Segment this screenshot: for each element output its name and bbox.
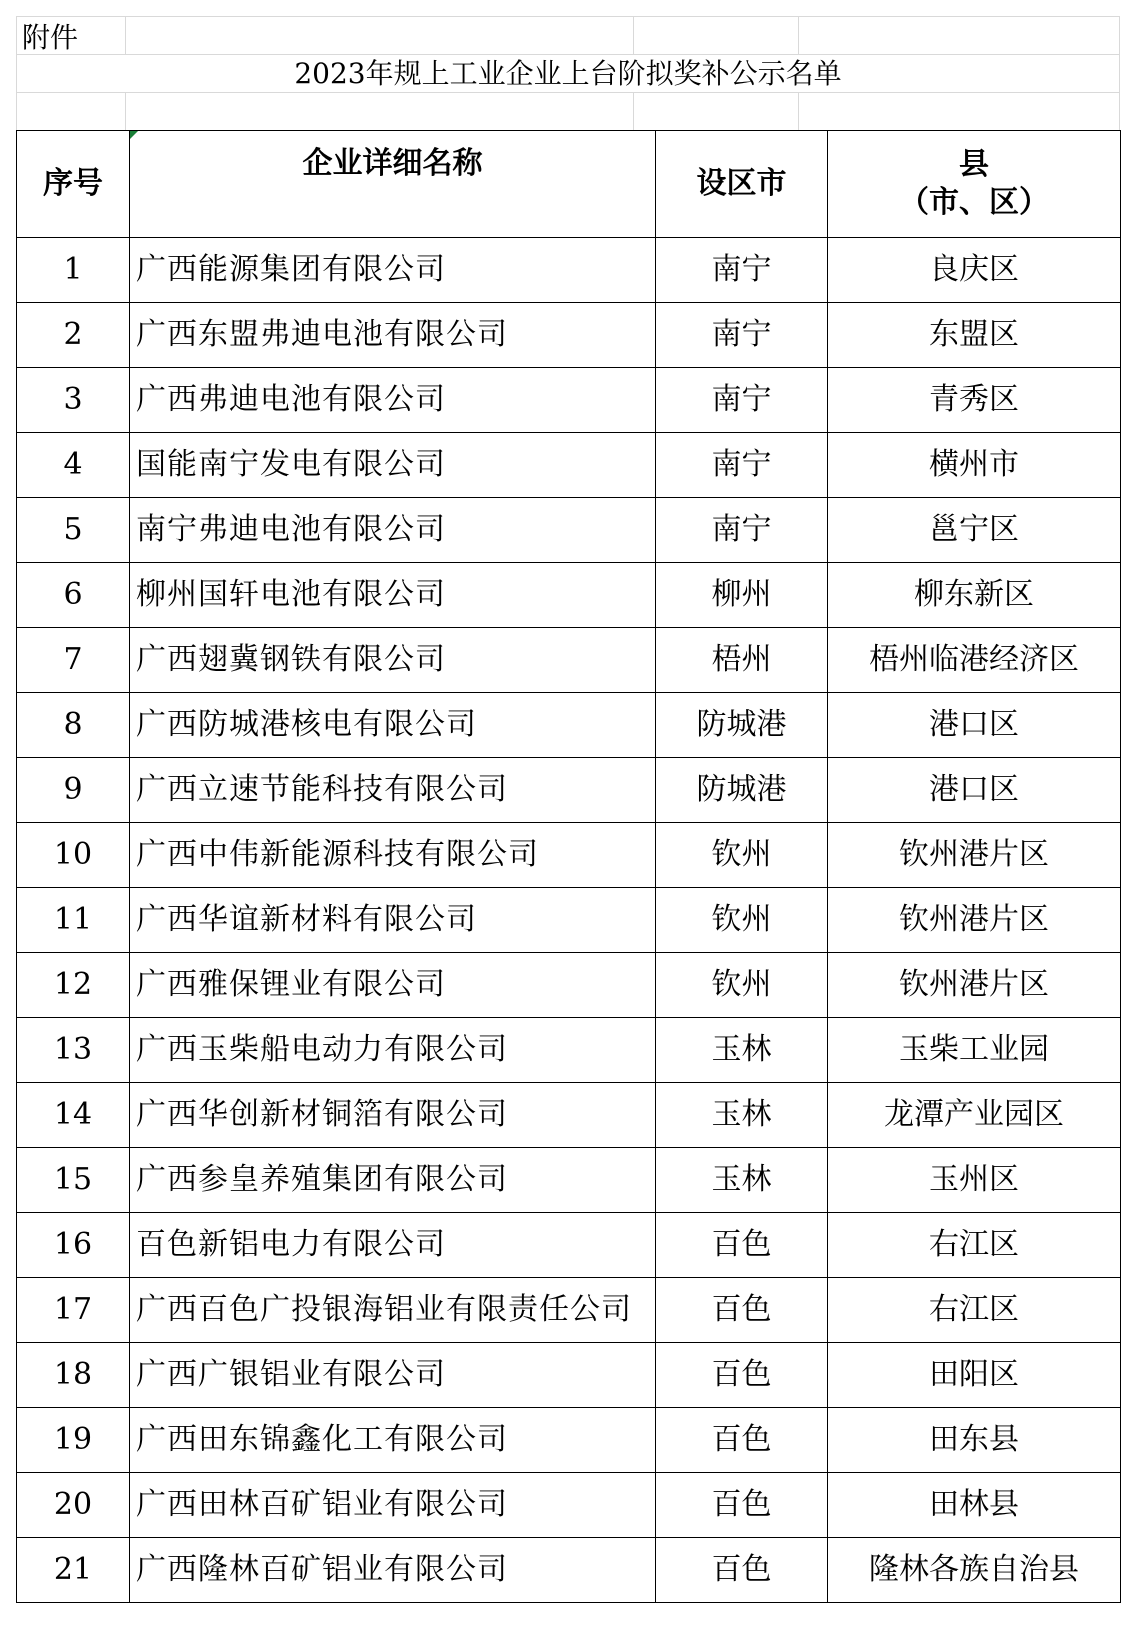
serial-number-cell: 14 (17, 1083, 130, 1148)
enterprise-name-cell: 广西翅冀钢铁有限公司 (130, 628, 656, 693)
serial-number-cell: 1 (17, 238, 130, 303)
enterprise-name-cell: 广西玉柴船电动力有限公司 (130, 1018, 656, 1083)
enterprise-name-cell: 百色新铝电力有限公司 (130, 1213, 656, 1278)
city-cell: 百色 (656, 1473, 828, 1538)
serial-number-cell: 17 (17, 1278, 130, 1343)
city-cell: 南宁 (656, 433, 828, 498)
city-cell: 钦州 (656, 888, 828, 953)
table-row (17, 433, 1121, 498)
city-cell: 南宁 (656, 238, 828, 303)
table-row (17, 953, 1121, 1018)
enterprise-name-cell: 广西田林百矿铝业有限公司 (130, 1473, 656, 1538)
table-row (17, 1083, 1121, 1148)
city-cell: 防城港 (656, 758, 828, 823)
table-row (17, 758, 1121, 823)
table-header-row (17, 131, 1121, 238)
enterprise-name-cell: 广西雅保锂业有限公司 (130, 953, 656, 1018)
serial-number-cell: 9 (17, 758, 130, 823)
county-cell: 田林县 (828, 1473, 1121, 1538)
city-cell: 钦州 (656, 823, 828, 888)
table-row (17, 1538, 1121, 1603)
city-cell: 南宁 (656, 498, 828, 563)
city-cell: 百色 (656, 1343, 828, 1408)
county-cell: 良庆区 (828, 238, 1121, 303)
county-cell: 田阳区 (828, 1343, 1121, 1408)
enterprise-name-cell: 广西东盟弗迪电池有限公司 (130, 303, 656, 368)
enterprise-name-cell: 南宁弗迪电池有限公司 (130, 498, 656, 563)
county-cell: 田东县 (828, 1408, 1121, 1473)
county-cell: 东盟区 (828, 303, 1121, 368)
city-cell: 百色 (656, 1278, 828, 1343)
city-cell: 玉林 (656, 1083, 828, 1148)
enterprise-table (16, 130, 1121, 1603)
enterprise-name-cell: 广西中伟新能源科技有限公司 (130, 823, 656, 888)
county-cell: 玉州区 (828, 1148, 1121, 1213)
table-row (17, 823, 1121, 888)
serial-number-cell: 16 (17, 1213, 130, 1278)
enterprise-name-cell: 广西隆林百矿铝业有限公司 (130, 1538, 656, 1603)
county-cell: 钦州港片区 (828, 953, 1121, 1018)
serial-number-cell: 5 (17, 498, 130, 563)
table-row (17, 1408, 1121, 1473)
table-row (17, 303, 1121, 368)
enterprise-name-cell: 广西田东锦鑫化工有限公司 (130, 1408, 656, 1473)
city-cell: 玉林 (656, 1018, 828, 1083)
serial-number-cell: 2 (17, 303, 130, 368)
serial-number-cell: 12 (17, 953, 130, 1018)
city-cell: 南宁 (656, 368, 828, 433)
county-cell: 钦州港片区 (828, 888, 1121, 953)
table-body (17, 238, 1121, 1603)
city-cell: 百色 (656, 1408, 828, 1473)
serial-number-cell: 21 (17, 1538, 130, 1603)
enterprise-name-cell: 广西华创新材铜箔有限公司 (130, 1083, 656, 1148)
table-row (17, 1018, 1121, 1083)
table-row (17, 628, 1121, 693)
county-cell: 右江区 (828, 1278, 1121, 1343)
enterprise-name-cell: 广西百色广投银海铝业有限责任公司 (130, 1278, 656, 1343)
county-cell: 柳东新区 (828, 563, 1121, 628)
table-row (17, 1343, 1121, 1408)
header-county-line2: （市、区） (899, 185, 1049, 220)
table-row (17, 563, 1121, 628)
city-cell: 梧州 (656, 628, 828, 693)
county-cell: 港口区 (828, 758, 1121, 823)
city-cell: 防城港 (656, 693, 828, 758)
header-county (828, 131, 1121, 238)
table-row (17, 368, 1121, 433)
county-cell: 右江区 (828, 1213, 1121, 1278)
city-cell: 百色 (656, 1213, 828, 1278)
table-row (17, 498, 1121, 563)
county-cell: 龙潭产业园区 (828, 1083, 1121, 1148)
annex-label: 附件 (22, 21, 79, 54)
serial-number-cell: 11 (17, 888, 130, 953)
table-row (17, 693, 1121, 758)
enterprise-name-cell: 广西防城港核电有限公司 (130, 693, 656, 758)
enterprise-name-cell: 广西弗迪电池有限公司 (130, 368, 656, 433)
county-cell: 隆林各族自治县 (828, 1538, 1121, 1603)
county-cell: 青秀区 (828, 368, 1121, 433)
serial-number-cell: 7 (17, 628, 130, 693)
county-cell: 钦州港片区 (828, 823, 1121, 888)
enterprise-name-cell: 广西广银铝业有限公司 (130, 1343, 656, 1408)
serial-number-cell: 4 (17, 433, 130, 498)
serial-number-cell: 8 (17, 693, 130, 758)
county-cell: 港口区 (828, 693, 1121, 758)
enterprise-name-cell: 广西立速节能科技有限公司 (130, 758, 656, 823)
county-cell: 梧州临港经济区 (828, 628, 1121, 693)
cell-comment-marker (130, 131, 138, 139)
enterprise-name-cell: 柳州国轩电池有限公司 (130, 563, 656, 628)
serial-number-cell: 19 (17, 1408, 130, 1473)
table-row (17, 1473, 1121, 1538)
header-enterprise-name (130, 131, 656, 238)
city-cell: 南宁 (656, 303, 828, 368)
serial-number-cell: 3 (17, 368, 130, 433)
serial-number-cell: 6 (17, 563, 130, 628)
enterprise-name-cell: 广西华谊新材料有限公司 (130, 888, 656, 953)
enterprise-name-cell: 广西能源集团有限公司 (130, 238, 656, 303)
table-row (17, 1213, 1121, 1278)
city-cell: 百色 (656, 1538, 828, 1603)
header-enterprise-name-text: 企业详细名称 (302, 146, 483, 181)
serial-number-cell: 13 (17, 1018, 130, 1083)
city-cell: 玉林 (656, 1148, 828, 1213)
table-row (17, 238, 1121, 303)
table-row (17, 1148, 1121, 1213)
enterprise-name-cell: 国能南宁发电有限公司 (130, 433, 656, 498)
table-row (17, 888, 1121, 953)
county-cell: 玉柴工业园 (828, 1018, 1121, 1083)
serial-number-cell: 15 (17, 1148, 130, 1213)
header-county-line1: 县 (959, 147, 989, 182)
header-city: 设区市 (656, 131, 828, 238)
county-cell: 横州市 (828, 433, 1121, 498)
county-cell: 邕宁区 (828, 498, 1121, 563)
document-title: 2023年规上工业企业上台阶拟奖补公示名单 (294, 57, 842, 90)
enterprise-name-cell: 广西参皇养殖集团有限公司 (130, 1148, 656, 1213)
serial-number-cell: 20 (17, 1473, 130, 1538)
serial-number-cell: 10 (17, 823, 130, 888)
city-cell: 柳州 (656, 563, 828, 628)
city-cell: 钦州 (656, 953, 828, 1018)
header-serial-number: 序号 (17, 131, 130, 238)
table-row (17, 1278, 1121, 1343)
serial-number-cell: 18 (17, 1343, 130, 1408)
